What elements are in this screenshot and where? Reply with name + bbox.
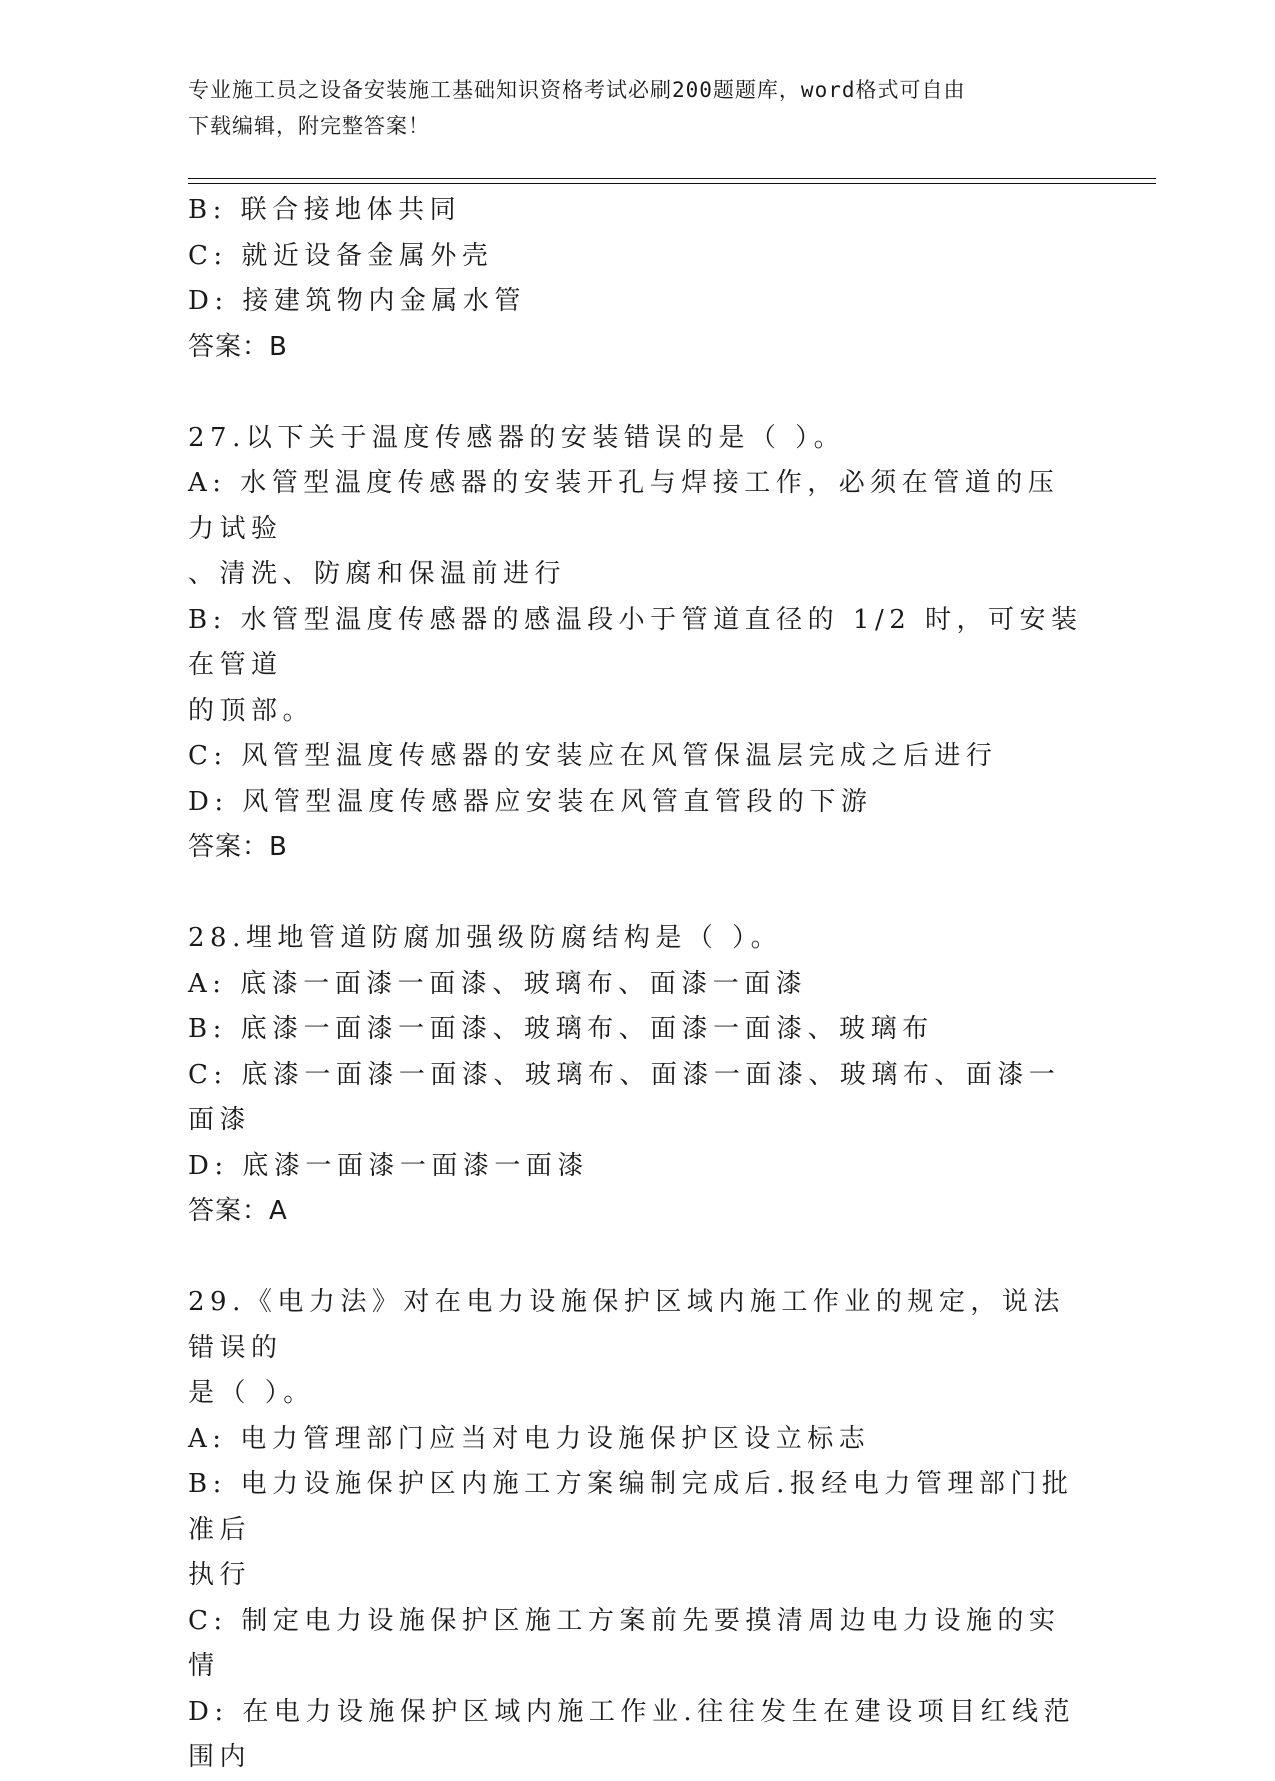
answer-line: 答案：B: [188, 331, 288, 362]
document-header: [188, 72, 1068, 144]
header-divider-top: [188, 178, 1156, 179]
option-a: A: 电力管理部门应当对电力设施保护区设立标志: [188, 1423, 871, 1454]
option-b-continued: 的顶部。: [188, 695, 315, 726]
option-a: A: 水管型温度传感器的安装开孔与焊接工作，必须在管道的压力试验: [188, 468, 1060, 544]
option-b: B: 底漆一面漆一面漆、玻璃布、面漆一面漆、玻璃布: [188, 1014, 934, 1044]
option-d: D: 风管型温度传感器应安装在风管直管段的下游: [188, 786, 873, 817]
question-stem-continued: 是（ ）。: [188, 1378, 315, 1408]
question-27: [188, 416, 1088, 871]
question-stem: 28.埋地管道防腐加强级防腐结构是（ ）。: [188, 923, 783, 953]
option-d: D: 在电力设施保护区域内施工作业.往往发生在建设项目红线范围内: [188, 1696, 1076, 1772]
header-divider-bottom: [188, 183, 1156, 184]
question-29: [188, 1280, 1088, 1781]
header-line-2: 下载编辑，附完整答案！: [188, 114, 430, 138]
option-c: C: 制定电力设施保护区施工方案前先要摸清周边电力设施的实情: [188, 1605, 1061, 1681]
option-d: D: 底漆一面漆一面漆一面漆: [188, 1150, 589, 1181]
option-a: A: 底漆一面漆一面漆、玻璃布、面漆一面漆: [188, 968, 808, 999]
option-b-continued: 执行: [188, 1560, 252, 1590]
option-a-continued: 、清洗、防腐和保温前进行: [188, 559, 567, 589]
question-28: [188, 916, 1088, 1235]
option-b: B: 电力设施保护区内施工方案编制完成后.报经电力管理部门批准后: [188, 1469, 1074, 1545]
option-b: B: 水管型温度传感器的感温段小于管道直径的 1/2 时，可安装在管道: [188, 604, 1083, 680]
answer-line: 答案：B: [188, 832, 288, 862]
option-d: D: 接建筑物内金属水管: [188, 286, 526, 316]
header-line-1: 专业施工员之设备安装施工基础知识资格考试必刷200题题库，word格式可自由: [188, 78, 966, 102]
answer-line: 答案：A: [188, 1196, 288, 1226]
spacer: [188, 1235, 1088, 1281]
option-c: C: 就近设备金属外壳: [188, 240, 494, 271]
question-stem: 27.以下关于温度传感器的安装错误的是（ ）。: [188, 422, 846, 453]
spacer: [188, 370, 1088, 416]
option-c: C: 底漆一面漆一面漆、玻璃布、面漆一面漆、玻璃布、面漆一面漆: [188, 1059, 1061, 1135]
question-26: [188, 188, 1088, 370]
question-list: [188, 188, 1088, 1781]
option-c: C: 风管型温度传感器的安装应在风管保温层完成之后进行: [188, 741, 998, 771]
spacer: [188, 871, 1088, 917]
option-b: B: 联合接地体共同: [188, 195, 462, 225]
question-stem: 29.《电力法》对在电力设施保护区域内施工作业的规定，说法错误的: [188, 1287, 1065, 1363]
